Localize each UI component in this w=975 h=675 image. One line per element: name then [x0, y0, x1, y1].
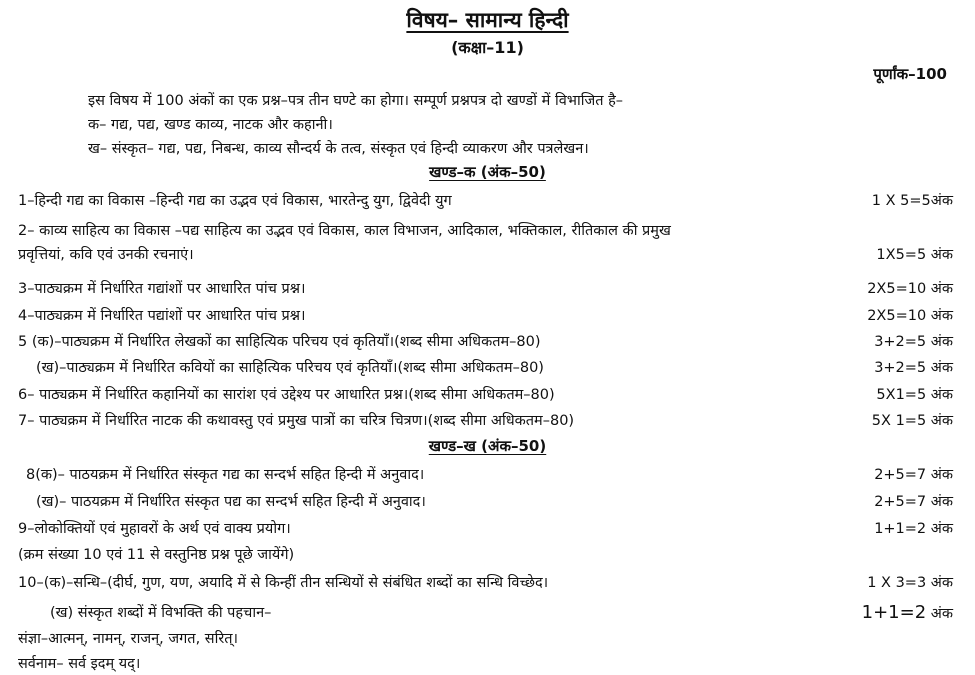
row-text: 2– काव्य साहित्य का विकास –पद्य साहित्य का उद्भव एवं विकास, काल विभाजन, आदिकाल, भक्तिकाल, रीतिकाल की प्रमुख	[18, 223, 671, 239]
row-marks: 2+5=7 अंक	[874, 467, 953, 483]
section-b-heading-text: खण्ड–ख (अंक–50)	[428, 437, 547, 455]
row-marks: 3+2=5 अंक	[874, 334, 953, 350]
section-a-heading-text: खण्ड–क (अंक–50)	[429, 163, 546, 181]
row-text: 3–पाठ्यक्रम में निर्धारित गद्यांशों पर आधारित पांच प्रश्न।	[18, 281, 306, 297]
syllabus-row	[0, 628, 975, 650]
total-marks: पूर्णांक–100	[873, 65, 947, 83]
intro-line-2: क– गद्य, पद्य, खण्ड काव्य, नाटक और कहानी।	[88, 117, 333, 133]
row-marks-unit: अंक	[926, 606, 953, 622]
syllabus-row	[0, 278, 975, 300]
row-text: 7– पाठ्यक्रम में निर्धारित नाटक की कथावस्तु एवं प्रमुख पात्रों का चरित्र चित्रण।(शब्द सीमा अधिकतम–80)	[18, 413, 575, 429]
intro-line-3: ख– संस्कृत– गद्य, पद्य, निबन्ध, काव्य सौन्दर्य के तत्व, संस्कृत एवं हिन्दी व्याकरण और पत्रलेखन।	[88, 141, 589, 157]
syllabus-row	[0, 220, 975, 242]
row-marks: 1 X 5=5अंक	[871, 193, 953, 209]
note-text: (क्रम संख्या 10 एवं 11 से वस्तुनिष्ठ प्रश्न पूछे जायेंगे)	[18, 547, 295, 563]
section-b-heading	[0, 436, 975, 456]
row-marks: 5X1=5 अंक	[876, 387, 953, 403]
row-marks: 3+2=5 अंक	[874, 360, 953, 376]
row-text: संज्ञा–आत्मन्, नामन्, राजन्, जगत, सरित्।	[18, 631, 239, 647]
section-a-heading	[0, 162, 975, 182]
row-text: 10–(क)–सन्धि–(दीर्घ, गुण, यण, अयादि में से किन्हीं तीन सन्धियों से संबंधित शब्दों का सन्धि विच्छेद।	[18, 575, 549, 591]
subject-title: विषय– सामान्य हिन्दी	[406, 8, 569, 32]
row-marks: 1+1=2 अंक	[874, 521, 953, 537]
row-marks: 1X5=5 अंक	[876, 247, 953, 263]
syllabus-row	[0, 190, 975, 212]
syllabus-note	[0, 544, 975, 566]
row-text: 8(क)– पाठयक्रम में निर्धारित संस्कृत गद्य का सन्दर्भ सहित हिन्दी में अनुवाद।	[26, 467, 425, 483]
syllabus-row	[0, 384, 975, 406]
row-text: 1–हिन्दी गद्य का विकास –हिन्दी गद्य का उद्भव एवं विकास, भारतेन्दु युग, द्विवेदी युग	[18, 193, 452, 209]
syllabus-row	[0, 518, 975, 540]
syllabus-row	[0, 357, 975, 379]
syllabus-row	[0, 244, 975, 266]
row-text: (ख) संस्कृत शब्दों में विभक्ति की पहचान–	[50, 605, 272, 621]
syllabus-row	[0, 305, 975, 327]
row-marks: 2X5=10 अंक	[867, 308, 953, 324]
syllabus-row	[0, 464, 975, 486]
row-text: 6– पाठ्यक्रम में निर्धारित कहानियों का सारांश एवं उद्देश्य पर आधारित प्रश्न।(शब्द सीमा अधिकतम–80)	[18, 387, 555, 403]
syllabus-row	[0, 410, 975, 432]
syllabus-row	[0, 572, 975, 594]
syllabus-row	[0, 331, 975, 353]
row-marks: 1 X 3=3 अंक	[867, 575, 953, 591]
row-text: (ख)– पाठयक्रम में निर्धारित संस्कृत पद्य का सन्दर्भ सहित हिन्दी में अनुवाद।	[36, 494, 426, 510]
syllabus-row	[0, 491, 975, 513]
row-marks	[862, 602, 953, 623]
row-text: 9–लोकोक्तियों एवं मुहावरों के अर्थ एवं वाक्य प्रयोग।	[18, 521, 291, 537]
row-marks: 5X 1=5 अंक	[871, 413, 953, 429]
syllabus-row	[0, 602, 975, 624]
class-label: (कक्षा–11)	[451, 38, 524, 57]
syllabus-row	[0, 653, 975, 675]
row-marks: 2X5=10 अंक	[867, 281, 953, 297]
row-marks: 2+5=7 अंक	[874, 494, 953, 510]
row-text: 5 (क)–पाठ्यक्रम में निर्धारित लेखकों का साहित्यिक परिचय एवं कृतियॉं।(शब्द सीमा अधिकतम–80)	[18, 334, 541, 350]
row-marks-value: 1+1=2	[861, 602, 927, 623]
row-text-continuation: प्रवृत्तियां, कवि एवं उनकी रचनाएं।	[18, 247, 194, 263]
row-text: 4–पाठ्यक्रम में निर्धारित पद्यांशों पर आधारित पांच प्रश्न।	[18, 308, 306, 324]
document-title	[0, 6, 975, 34]
intro-line-1: इस विषय में 100 अंकों का एक प्रश्न–पत्र तीन घण्टे का होगा। सम्पूर्ण प्रश्नपत्र दो खण्डों में विभाजित है–	[88, 93, 624, 109]
row-text: (ख)–पाठ्यक्रम में निर्धारित कवियों का साहित्यिक परिचय एवं कृतियॉं।(शब्द सीमा अधिकतम–80)	[36, 360, 544, 376]
row-text: सर्वनाम– सर्व इदम् यद्।	[18, 656, 141, 672]
